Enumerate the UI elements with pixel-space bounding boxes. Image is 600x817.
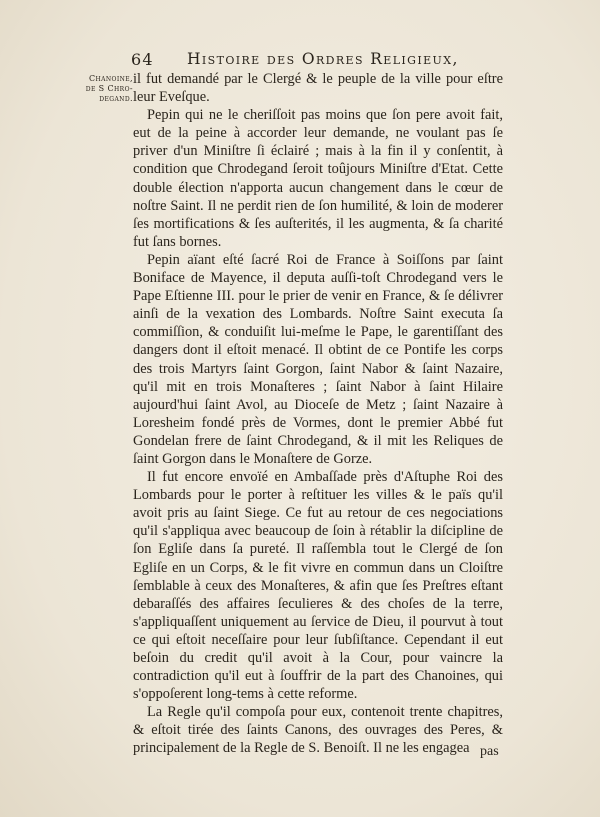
margin-note-line: Chanoine, [89,74,133,83]
body-text [133,70,503,758]
margin-note-line: de S Chro- [85,84,133,93]
margin-note-line: degand. [99,94,133,103]
catchword: pas [480,744,499,759]
margin-note [73,74,133,104]
running-title: Histoire des Ordres Religieux, [187,50,459,68]
paragraph: Pepin qui ne le cheriſſoit pas moins que ſon pere avoit fait, eut de la peine à accorder leur demande, ne voulant pas ſe priver d'un Miniſtre ſi éclairé ; mais à la fin il y conſentit, à condition que Chrodegand ſeroit toûjours Miniſtre d'Etat. Cette double élection n'apporta aucun changement dans le cœur de noſtre Saint. Il ne perdit rien de ſon humilité, & loin de moderer ſes mortifications & ſes auſterités, il les augmenta, & ſa charité fut ſans bornes. [133,107,503,250]
page-number: 64 [131,50,154,69]
paragraph: La Regle qu'il compoſa pour eux, contenoit trente chapitres, & eſtoit tirée des ſaints Canons, des ouvrages des Peres, & principalement de la Regle de S. Benoiſt. Il ne les engagea [133,704,503,757]
paragraph: Il fut encore envoïé en Ambaſſade près d'Aſtuphe Roi des Lombards pour le porter à reſtituer les villes & le païs qu'il avoit pris au ſaint Siege. Ce fut au retour de ces negociations qu'il s'appliqua avec beaucoup de ſoin à rétablir la diſcipline de ſon Egliſe dans ſa pureté. Il raſſembla tout le Clergé de ſon Egliſe en un Corps, & le fit vivre en commun dans un Cloiſtre ſemblable à ceux des Monaſteres, & afin que ſes Preſtres eſtant debaraſſés des affaires ſeculieres & des choſes de la terre, s'appliquaſſent uniquement au ſervice de Dieu, il pourvut à tout ce qui eſtoit neceſſaire pour leur ſubſiſtance. Cependant il eut beſoin du credit qu'il avoit à la Cour, pour vaincre la contradiction qu'il eut à ſouffrir de la part des Chanoines, qui s'oppoſerent long-tems à cette reforme. [133,469,503,703]
paragraph: il fut demandé par le Clergé & le peuple de la ville pour eſtre leur Eveſque. [133,71,503,106]
paragraph: Pepin aïant eſté ſacré Roi de France à Soiſſons par ſaint Boniface de Mayence, il deputa auſſi-toſt Chrodegand vers le Pape Eſtienne III. pour le prier de venir en France, & ſe délivrer ainſi de la vexation des Lombards. Noſtre Saint executa ſa commiſſion, & conduiſit lui-meſme le Pape, le garentiſſant des dangers dont il eſtoit menacé. Il obtint de ce Pontife les corps des trois Martyrs ſaint Gorgon, ſaint Nabor & ſaint Nazaire, qu'il mit en trois Monaſteres ; ſaint Nabor à ſaint Hilaire aujourd'hui ſaint Avol, au Dioceſe de Metz ; ſaint Nazaire à Loresheim fondé près de Vormes, dont le premier Abbé fut Gondelan frere de ſaint Chrodegand, & il mit les Reliques de ſaint Gorgon dans le Monaſtere de Gorze. [133,251,503,467]
running-header [131,50,501,72]
